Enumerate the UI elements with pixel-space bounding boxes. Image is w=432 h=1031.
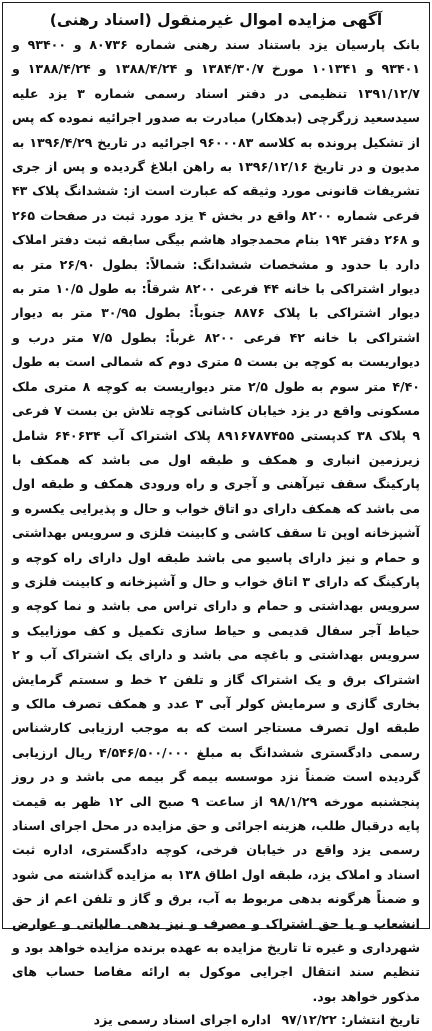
notice-footer (12, 1009, 420, 1031)
notice-body: بانک پارسیان یزد باستناد سند رهنی شماره ۸۰۷۳۶ و ۹۳۴۰۰ و ۹۳۴۰۱ و ۱۰۱۳۴۱ مورخ ۱۳۸۴/۳۰/۷ و ۱۳۸۸/۴/۲۴ و ۱۳۸۸/۴/۲۴ و ۱۳۹۱/۱۲/۷ تنظیمی در دفتر اسناد رسمی شماره ۳ یزد علیه سیدسعید زرگرچی (بدهکار) مبادرت به صدور اجرائیه نموده که پس از تشکیل پرونده به کلاسه ۹۶۰۰۰۸۳ اجرائیه در تاریخ ۱۳۹۶/۴/۲۹ به مدیون و در تاریخ ۱۳۹۶/۱۲/۱۶ به راهن ابلاغ گردیده و پس از جری تشریفات قانونی مورد وثیقه که عبارت است از: ششدانگ پلاک ۴۳ فرعی شماره ۸۲۰۰ واقع در بخش ۴ یزد مورد ثبت در صفحات ۲۶۵ و ۲۶۸ دفتر ۱۹۴ بنام محمدجواد هاشم بیگی سابقه ثبت دفتر املاک دارد با حدود و مشخصات ششدانگ: شمالاً: بطول ۲۶/۹۰ متر به دیوار اشتراکی با خانه ۴۴ فرعی ۸۲۰۰ شرقاً: به طول ۱۰/۵ متر به دیوار اشتراکی با پلاک ۸۸۷۶ جنوباً: بطول ۳۰/۹۵ متر به دیوار اشتراکی با خانه ۴۲ فرعی ۸۲۰۰ غرباً: بطول ۷/۵ متر درب و دیواریست به کوچه بن بست ۵ متری دوم که شمالی است به طول ۴/۴۰ متر سوم به طول ۲/۵ متر دیواریست به کوچه ۸ متری ملک مسکونی واقع در یزد خیابان کاشانی کوچه تلاش بن بست ۷ فرعی ۹ پلاک ۳۸ کدپستی ۸۹۱۶۷۸۷۴۵۵ پلاک اشتراک آب ۶۴۰۶۳۴ شامل زیرزمین انباری و همکف و طبقه اول می باشد که همکف با پارکینگ سقف تیرآهنی و آجری و راه ورودی همکف و طبقه اول می باشد که همکف دارای دو اتاق خواب و حال و پذیرایی یکسره و آشپزخانه اوپن تا سقف کاشی و کابینت فلزی و سرویس بهداشتی و حمام و نیز دارای پاسیو می باشد طبقه اول دارای راه کوچه و پارکینگ که دارای ۳ اتاق خواب و حال و آشپزخانه و کابینت فلزی و سرویس بهداشتی و حمام و دارای تراس می باشد و نما کوچه و حیاط آجر سفال قدیمی و حیاط سازی تکمیل و کف موزاییک و سرویس بهداشتی و باغچه می باشد و دارای یک اشتراک آب و ۲ اشتراک برق و یک اشتراک گاز و تلفن ۲ خط و سستم گرمایش بخاری گازی و سرمایش کولر آبی ۳ عدد و همکف تصرف مالک و طبقه اول تصرف مستاجر است که به موجب ارزیابی کارشناس رسمی دادگستری ششدانگ به مبلغ ۴/۵۴۶/۵۰۰/۰۰۰ ریال ارزیابی گردیده است ضمناً نزد موسسه بیمه گر بیمه می باشد و در روز پنجشنبه مورخه ۹۸/۱/۲۹ از ساعت ۹ صبح الی ۱۲ ظهر به قیمت پایه درقبال طلب، هزینه اجرائی و حق مزایده در محل اجرای اسناد رسمی یزد واقع در خیابان فرخی، کوچه دادگستری، اداره ثبت اسناد و املاک یزد، طبقه اول اطاق ۱۳۸ به مزایده گذاشته می شود و ضمناً هرگونه بدهی مربوط به آب، برق و گاز و تلفن اعم از حق انشعاب و یا حق اشتراک و مصرف و نیز بدهی مالیاتی و عوارض شهرداری و غیره تا تاریخ مزایده به عهده برنده مزایده خواهد بود و تنظیم سند انتقال اجرایی موکول به ارائه مفاصا حساب های مذکور خواهد بود. (12, 37, 421, 1004)
auction-notice (2, 2, 430, 1028)
publication-date: تاریخ انتشار: ۹۷/۱۲/۲۲ (281, 1012, 420, 1028)
notice-title: آگهی مزایده اموال غیرمنقول (اسناد رهنی) (49, 11, 383, 29)
issuing-office: اداره اجرای اسناد رسمی یزد (93, 1012, 271, 1028)
